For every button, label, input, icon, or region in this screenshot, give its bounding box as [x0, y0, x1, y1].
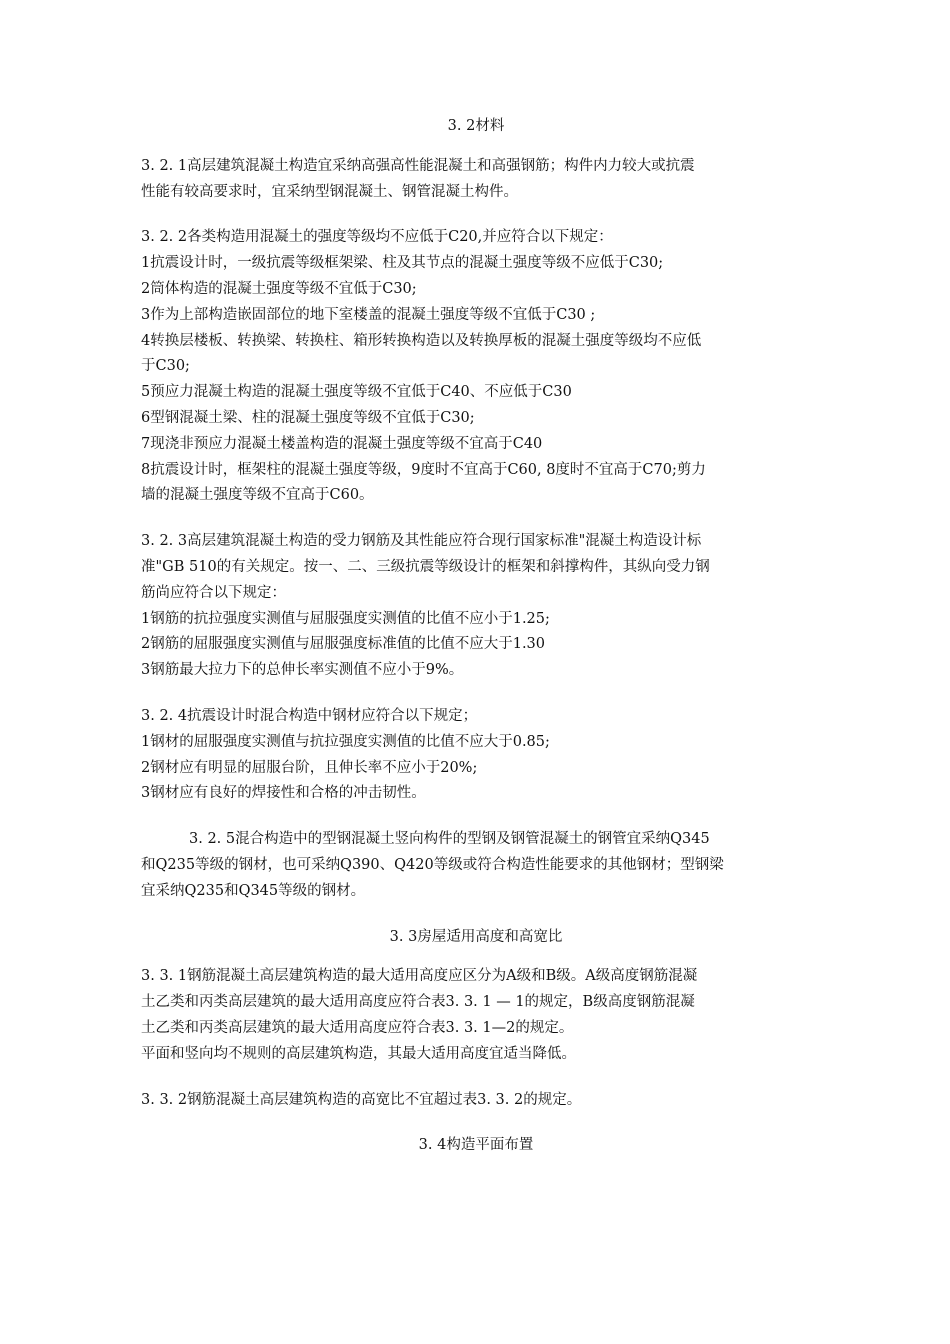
paragraph-line: 土乙类和丙类高层建筑的最大适用高度应符合表3. 3. 1 — 1的规定，B级高度钢筋混凝	[141, 994, 695, 1011]
clause-paragraph	[141, 529, 811, 684]
paragraph-line: 3. 3. 2钢筋混凝土高层建筑构造的高宽比不宜超过表3. 3. 2的规定。	[141, 1091, 582, 1108]
paragraph-line: 5预应力混凝土构造的混凝土强度等级不宜低于C40、不应低于C30	[141, 384, 572, 401]
heading-text: 3. 2材料	[447, 118, 505, 134]
paragraph-line: 6型钢混凝土梁、柱的混凝土强度等级不宜低于C30;	[141, 409, 475, 426]
clause-paragraph	[141, 704, 811, 807]
paragraph-line: 准"GB 510的有关规定。按一、二、三级抗震等级设计的框架和斜撑构件，其纵向受力钢	[141, 558, 710, 575]
paragraph-line: 性能有较高要求时，宜采纳型钢混凝土、钢管混凝土构件。	[141, 183, 518, 200]
paragraph-line: 7现浇非预应力混凝土楼盖构造的混凝土强度等级不宜高于C40	[141, 435, 543, 452]
section-heading	[141, 1133, 811, 1159]
paragraph-line: 3. 3. 1钢筋混凝土高层建筑构造的最大适用高度应区分为A级和B级。A级高度钢筋混凝	[141, 968, 698, 985]
section-heading	[141, 925, 811, 951]
heading-text: 3. 3房屋适用高度和高宽比	[389, 928, 563, 945]
paragraph-line: 4转换层楼板、转换梁、转换柱、箱形转换构造以及转换厚板的混凝土强度等级均不应低	[141, 332, 702, 349]
paragraph-line: 和Q235等级的钢材，也可采纳Q390、Q420等级或符合构造性能要求的其他钢材；型钢梁	[141, 856, 724, 873]
paragraph-line: 2筒体构造的混凝土强度等级不宜低于C30;	[141, 280, 417, 297]
paragraph-line: 1钢筋的抗拉强度实测值与屈服强度实测值的比值不应小于1.25;	[141, 610, 550, 627]
paragraph-line: 2钢筋的屈服强度实测值与屈服强度标准值的比值不应大于1.30	[141, 636, 546, 653]
clause-paragraph	[141, 154, 811, 206]
paragraph-line: 3作为上部构造嵌固部位的地下室楼盖的混凝土强度等级不宜低于C30 ;	[141, 306, 596, 323]
document-body	[141, 114, 811, 1159]
clause-paragraph	[141, 827, 811, 904]
paragraph-line: 8抗震设计时，框架柱的混凝土强度等级，9度时不宜高于C60, 8度时不宜高于C70;剪力	[141, 461, 706, 478]
clause-paragraph	[141, 1088, 811, 1114]
paragraph-line: 土乙类和丙类高层建筑的最大适用高度应符合表3. 3. 1—2的规定。	[141, 1019, 574, 1036]
paragraph-line: 3. 2. 1高层建筑混凝土构造宜采纳高强高性能混凝土和高强钢筋；构件内力较大或抗震	[141, 157, 695, 174]
paragraph-line: 1钢材的屈服强度实测值与抗拉强度实测值的比值不应大于0.85;	[141, 733, 550, 750]
paragraph-line: 墙的混凝土强度等级不宜高于C60。	[141, 487, 374, 504]
heading-text: 3. 4构造平面布置	[418, 1137, 534, 1154]
paragraph-line: 于C30;	[141, 358, 190, 375]
paragraph-line: 3. 2. 3高层建筑混凝土构造的受力钢筋及其性能应符合现行国家标准"混凝土构造设计标	[141, 533, 702, 550]
paragraph-line: 3钢材应有良好的焊接性和合格的冲击韧性。	[141, 785, 426, 802]
paragraph-line: 1抗震设计时，一级抗震等级框架梁、柱及其节点的混凝土强度等级不应低于C30;	[141, 255, 664, 272]
section-heading	[141, 114, 811, 140]
paragraph-line: 3. 2. 2各类构造用混凝土的强度等级均不应低于C20,并应符合以下规定：	[141, 229, 613, 246]
clause-paragraph	[141, 225, 811, 509]
paragraph-line: 宜采纳Q235和Q345等级的钢材。	[141, 882, 366, 899]
paragraph-line: 筋尚应符合以下规定：	[141, 584, 286, 601]
paragraph-line: 3钢筋最大拉力下的总伸长率实测值不应小于9%。	[141, 662, 464, 679]
paragraph-line: 2钢材应有明显的屈服台阶，且伸长率不应小于20%;	[141, 759, 478, 776]
paragraph-line: 3. 2. 4抗震设计时混合构造中钢材应符合以下规定；	[141, 707, 478, 724]
paragraph-line: 平面和竖向均不规则的高层建筑构造，其最大适用高度宜适当降低。	[141, 1045, 576, 1062]
paragraph-line: 3. 2. 5混合构造中的型钢混凝土竖向构件的型钢及钢管混凝土的钢管宜采纳Q345	[189, 831, 710, 848]
clause-paragraph	[141, 964, 811, 1067]
